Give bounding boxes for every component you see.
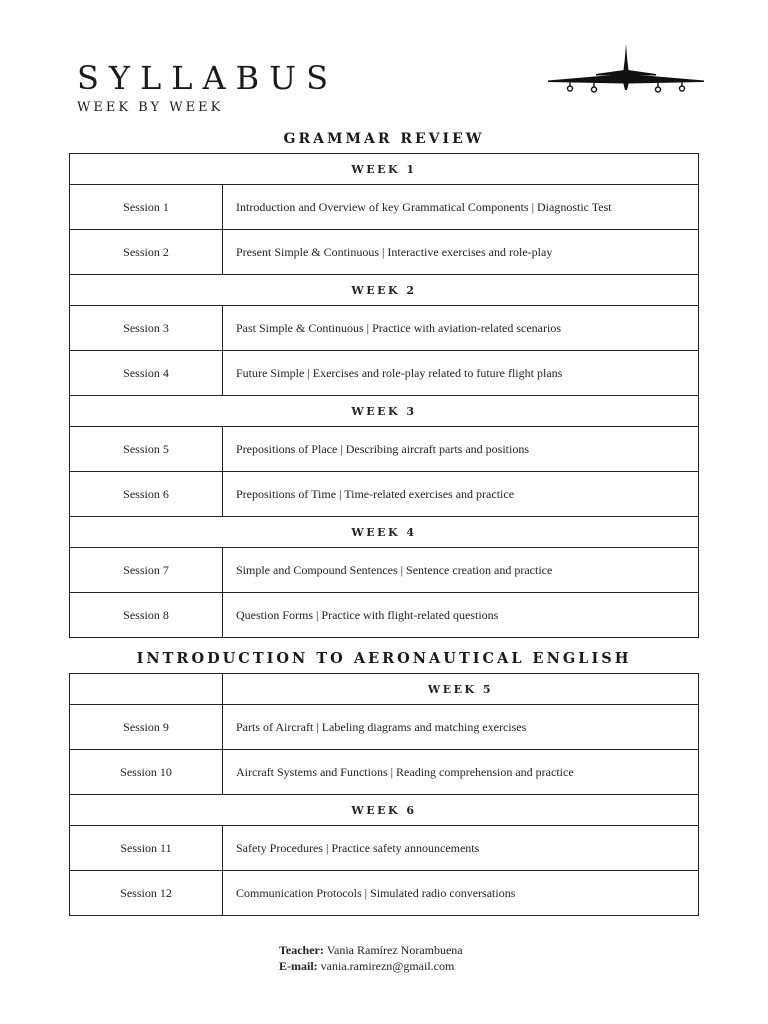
week-label: WEEK 2 (70, 275, 699, 306)
teacher-line (279, 942, 463, 958)
table-row (70, 705, 699, 750)
table-row (70, 230, 699, 275)
session-description: Past Simple & Continuous | Practice with aviation-related scenarios (223, 306, 699, 351)
week-label: WEEK 6 (70, 795, 699, 826)
teacher-label: Teacher: (279, 943, 324, 957)
week-row (70, 795, 699, 826)
email-line (279, 958, 463, 974)
table-row (70, 548, 699, 593)
session-description: Prepositions of Place | Describing aircraft parts and positions (223, 427, 699, 472)
teacher-name: Vania Ramírez Norambuena (326, 943, 463, 957)
week-row (70, 674, 699, 705)
session-label: Session 8 (70, 593, 223, 638)
page-title: SYLLABUS (77, 59, 339, 97)
table-row (70, 871, 699, 916)
empty-cell (70, 674, 223, 705)
session-description: Future Simple | Exercises and role-play related to future flight plans (223, 351, 699, 396)
section-heading-grammar: GRAMMAR REVIEW (283, 131, 485, 147)
aeronautical-table (69, 673, 699, 916)
page-subtitle: WEEK BY WEEK (77, 100, 224, 115)
session-description: Safety Procedures | Practice safety announcements (223, 826, 699, 871)
table-row (70, 472, 699, 517)
session-description: Prepositions of Time | Time-related exercises and practice (223, 472, 699, 517)
grammar-table (69, 153, 699, 638)
session-label: Session 3 (70, 306, 223, 351)
table-row (70, 306, 699, 351)
session-description: Aircraft Systems and Functions | Reading comprehension and practice (223, 750, 699, 795)
email-label: E-mail: (279, 959, 318, 973)
session-description: Question Forms | Practice with flight-related questions (223, 593, 699, 638)
session-description: Communication Protocols | Simulated radio conversations (223, 871, 699, 916)
week-label: WEEK 3 (70, 396, 699, 427)
section-heading-aeronautical: INTRODUCTION TO AERONAUTICAL ENGLISH (136, 650, 632, 667)
table-row (70, 826, 699, 871)
contact-info (279, 942, 463, 974)
session-label: Session 6 (70, 472, 223, 517)
session-label: Session 11 (70, 826, 223, 871)
session-label: Session 1 (70, 185, 223, 230)
week-row (70, 275, 699, 306)
table-row (70, 593, 699, 638)
session-description: Simple and Compound Sentences | Sentence creation and practice (223, 548, 699, 593)
week-row (70, 396, 699, 427)
table-row (70, 427, 699, 472)
session-label: Session 9 (70, 705, 223, 750)
session-description: Introduction and Overview of key Grammatical Components | Diagnostic Test (223, 185, 699, 230)
session-label: Session 2 (70, 230, 223, 275)
week-label: WEEK 5 (223, 674, 699, 705)
airplane-icon (548, 44, 704, 96)
session-label: Session 7 (70, 548, 223, 593)
session-label: Session 5 (70, 427, 223, 472)
week-row (70, 154, 699, 185)
session-description: Present Simple & Continuous | Interactive exercises and role-play (223, 230, 699, 275)
session-label: Session 12 (70, 871, 223, 916)
table-row (70, 750, 699, 795)
week-row (70, 517, 699, 548)
table-row (70, 185, 699, 230)
email-address: vania.ramirezn@gmail.com (320, 959, 455, 973)
session-label: Session 4 (70, 351, 223, 396)
session-description: Parts of Aircraft | Labeling diagrams and matching exercises (223, 705, 699, 750)
session-label: Session 10 (70, 750, 223, 795)
week-label: WEEK 4 (70, 517, 699, 548)
week-label: WEEK 1 (70, 154, 699, 185)
table-row (70, 351, 699, 396)
